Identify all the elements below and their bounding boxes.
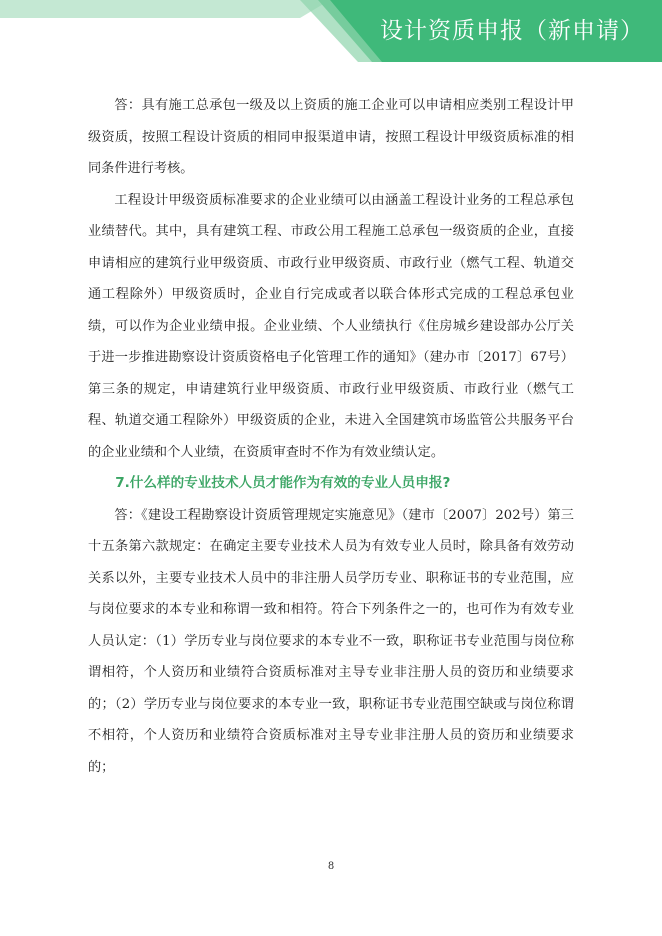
body-paragraph-2: 工程设计甲级资质标准要求的企业业绩可以由涵盖工程设计业务的工程总承包业绩替代。其中，具有建筑工程、市政公用工程施工总承包一级资质的企业，直接申请相应的建筑行业甲级资质、市政行业甲级资质、市政行业（燃气工程、轨道交通工程除外）甲级资质时，企业自行完成或者以联合体形式完成的工程总承包业绩，可以作为企业业绩申报。企业业绩、个人业绩执行《住房城乡建设部办公厅关于进一步推进勘察设计资质资格电子化管理工作的通知》（建办市〔2017〕67号）第三条的规定，申请建筑行业甲级资质、市政行业甲级资质、市政行业（燃气工程、轨道交通工程除外）甲级资质的企业，未进入全国建筑市场监管公共服务平台的企业业绩和个人业绩，在资质审查时不作为有效业绩认定。 (88, 192, 574, 460)
answer-paragraph-1: 答：具有施工总承包一级及以上资质的施工企业可以申请相应类别工程设计甲级资质，按照工程设计资质的相同申报渠道申请，按照工程设计甲级资质标准的相同条件进行考核。 (88, 98, 574, 176)
header-title: 设计资质申报（新申请） (380, 18, 644, 44)
page-number: 8 (327, 861, 335, 872)
question-heading-7: 7.什么样的专业技术人员才能作为有效的专业人员申报? (115, 475, 451, 491)
page-header (0, 0, 662, 62)
document-body (88, 90, 574, 783)
answer-paragraph-3: 答：《建设工程勘察设计资质管理规定实施意见》（建市〔2007〕202号）第三十五条第六款规定：在确定主要专业技术人员为有效专业人员时，除具备有效劳动关系以外，主要专业技术人员中的非注册人员学历专业、职称证书的专业范围，应与岗位要求的本专业和称谓一致和相符。符合下列条件之一的，也可作为有效专业人员认定：（1）学历专业与岗位要求的本专业不一致，职称证书专业范围与岗位称谓相符，个人资历和业绩符合资质标准对主导专业非注册人员的资历和业绩要求的；（2）学历专业与岗位要求的本专业一致，职称证书专业范围空缺或与岗位称谓不相符，个人资历和业绩符合资质标准对主导专业非注册人员的资历和业绩要求的； (88, 507, 574, 775)
